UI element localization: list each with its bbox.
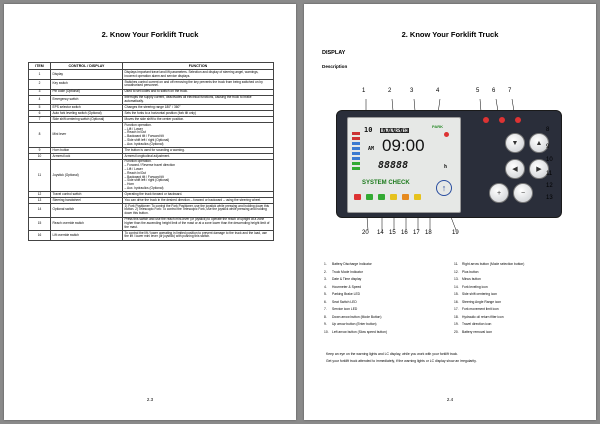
- item-number: 15: [29, 217, 51, 230]
- legend-item: [324, 292, 360, 296]
- table-row: [29, 159, 274, 191]
- parking-led-external: [515, 117, 521, 123]
- lcd-ampm: AM: [368, 146, 375, 152]
- battery-discharge-indicator: [352, 132, 360, 172]
- section-heading: DISPLAY: [322, 50, 346, 56]
- function-list: [125, 128, 272, 147]
- list-item: – Aux. hydraulics (Optional): [125, 187, 272, 191]
- function-cell: [123, 95, 274, 105]
- callout-number: 19: [452, 230, 459, 236]
- callout-number: 5: [476, 88, 480, 94]
- fork-movement-limit-icon: [402, 194, 409, 200]
- left-arrow-button[interactable]: [505, 159, 525, 179]
- item-number: 11: [29, 159, 51, 191]
- lcd-day: 10: [364, 126, 373, 134]
- legend-item: [454, 292, 497, 296]
- up-arrow-icon: ▲: [535, 139, 543, 147]
- item-number: 5: [29, 105, 51, 111]
- legend-item: [324, 300, 357, 304]
- function-text: 1) Fork Positioner: To control the Fork Positioner, use the joystick while pressing and holding down this button. 2) Telescopic Fork: To control the Telescopic Fork, use the joystick while pressing and holding down this button.: [124, 203, 270, 216]
- legend-text: Up arrow button (Enter button): [332, 322, 377, 326]
- function-cell: [123, 217, 274, 230]
- item-number: 6: [29, 111, 51, 117]
- legend-item: [324, 330, 387, 334]
- control-name: Key switch: [51, 79, 123, 89]
- legend-item: [324, 315, 381, 319]
- legend-text: Seat Switch LED: [332, 299, 357, 304]
- legend-text: Fork leveling icon: [462, 284, 488, 289]
- note-2: Get your forklift truck attended to immediately, if the warning lights or LC display show an irregularity.: [326, 359, 477, 363]
- legend-text: Truck Mode Indicator: [332, 269, 363, 274]
- legend-item: [324, 270, 363, 274]
- parking-brake-led: [444, 132, 449, 137]
- function-text: To control the lift / lower operating in limited position to prevent damage to the truck and the load, use the lift / lower mini lever (or joystick) with pushing this switch.: [124, 230, 267, 239]
- list-item: – Side shift left / right (Optional): [125, 179, 272, 183]
- list-item: – Backward tilt / Forward tilt: [125, 176, 272, 180]
- legend-item: [454, 330, 492, 334]
- page-title: 2. Know Your Forklift Truck: [401, 30, 499, 39]
- fork-leveling-icon: [366, 194, 373, 200]
- legend-number: 3.: [324, 277, 327, 281]
- control-name: Lift override switch: [51, 231, 123, 241]
- table-row: [29, 204, 274, 217]
- legend-text: Down arrow button (Mode Button): [332, 314, 382, 319]
- legend-item: [454, 270, 479, 274]
- left-arrow-icon: ◀: [512, 166, 518, 173]
- function-text: Changes the steering range 180° / 360°: [124, 104, 181, 109]
- legend-text: Parking Brake LED: [332, 292, 361, 296]
- legend-number: 17.: [454, 307, 459, 311]
- item-number: 2: [29, 79, 51, 89]
- control-name: Optional switch: [51, 204, 123, 217]
- park-label: PARK: [432, 124, 444, 129]
- control-name: Reach override switch: [51, 217, 123, 230]
- legend-number: 19.: [454, 322, 459, 326]
- steering-angle-range-icon: [390, 194, 397, 200]
- battery-removal-icon: [354, 194, 361, 200]
- legend-item: [454, 307, 499, 311]
- legend-number: 12.: [454, 269, 459, 274]
- item-number: 1: [29, 70, 51, 80]
- service-icon-led: [499, 117, 505, 123]
- legend-text: Battery Discharge Indicator: [332, 262, 372, 266]
- legend-item: [324, 262, 372, 266]
- down-arrow-icon: ▼: [511, 139, 519, 147]
- callout-number: 14: [377, 230, 384, 236]
- legend-item: [324, 277, 361, 281]
- control-name: Joystick (Optional): [51, 159, 123, 191]
- function-text: Function operation.: [124, 159, 152, 164]
- function-text: Press this switch and use the reach mini-lever (or joystick) to operate the reach of upright at a zone higher than the ascending height limit of the mast or at a zone lower than the descending height limit of the mast.: [124, 217, 270, 229]
- control-name: Emergency switch: [51, 95, 123, 105]
- control-name: Armrest lock: [51, 153, 123, 159]
- truck-mode-indicator: B/M/N/RS/EH: [381, 128, 408, 133]
- callout-number: 3: [410, 88, 414, 94]
- legend-item: [454, 262, 524, 266]
- callout-number: 12: [546, 183, 553, 189]
- control-name: Pin code (Optional): [51, 89, 123, 95]
- legend-text: Battery removal icon: [462, 329, 493, 334]
- callout-number: 15: [389, 230, 396, 236]
- legend-number: 16.: [454, 299, 459, 304]
- subsection-heading: Description: [322, 64, 348, 69]
- function-text: Moves the side shift to the center position.: [124, 116, 185, 121]
- minus-button[interactable]: [513, 183, 533, 203]
- callout-number: 20: [362, 230, 369, 236]
- legend-text: Plus button: [462, 269, 479, 274]
- item-number: 8: [29, 123, 51, 148]
- callout-number: 7: [508, 88, 512, 94]
- system-check-label: SYSTEM CHECK: [362, 180, 410, 186]
- legend-text: Date & Time display: [332, 277, 362, 281]
- page-title: 2. Know Your Forklift Truck: [101, 30, 199, 39]
- callout-number: 10: [546, 157, 553, 163]
- table-row: [29, 70, 274, 80]
- up-arrow-button[interactable]: [529, 133, 549, 153]
- callout-number: 9: [546, 144, 550, 150]
- callout-number: 18: [425, 230, 432, 236]
- control-name: Auto fork leveling switch (Optional): [51, 111, 123, 117]
- legend-text: Steering Angle Range icon: [462, 299, 502, 304]
- legend-text: Hydraulic oil return filter icon: [462, 314, 504, 319]
- control-name: Side shift centering switch (Optional): [51, 117, 123, 123]
- function-text: Armrest longitudinal adjustment.: [124, 153, 171, 158]
- callout-number: 6: [492, 88, 496, 94]
- function-text: Displays important travel and lift parameters. Selection and display of steering angel, warnings, incorrect operation alarm and service displays.: [124, 69, 259, 78]
- hourmeter-display: 88888: [378, 160, 409, 171]
- controls-table: [28, 62, 274, 241]
- legend-item: [324, 322, 377, 326]
- legend-number: 13.: [454, 277, 459, 281]
- legend-number: 6.: [324, 299, 327, 304]
- callout-number: 13: [546, 195, 553, 201]
- legend-number: 18.: [454, 314, 459, 319]
- control-name: Steering handwheel: [51, 198, 123, 204]
- function-cell: [123, 70, 274, 80]
- list-item: – Horn: [125, 183, 272, 187]
- plus-icon: +: [496, 189, 502, 197]
- legend-item: [324, 285, 361, 289]
- legend-item: [454, 300, 501, 304]
- function-list: [125, 164, 272, 190]
- list-item: – Forward / Reverse travel direction: [125, 164, 272, 168]
- control-name: Mini lever: [51, 123, 123, 148]
- list-item: – Reach In/Out: [125, 131, 272, 135]
- legend-text: Minus button: [462, 277, 481, 281]
- callout-number: 17: [413, 230, 420, 236]
- control-name: EPS selector switch: [51, 105, 123, 111]
- legend-text: Service icon LED: [332, 307, 358, 311]
- side-shift-centering-icon: [378, 194, 385, 200]
- control-name: Display: [51, 70, 123, 80]
- function-cell: [123, 123, 274, 148]
- item-number: 3: [29, 89, 51, 95]
- legend-item: [324, 307, 357, 311]
- legend-text: Hourmeter & Speed: [332, 284, 362, 289]
- list-item: – Aux. hydraulics (Optional): [125, 143, 272, 147]
- callout-number: 8: [546, 127, 550, 133]
- function-cell: [123, 159, 274, 191]
- column-header: ITEM: [29, 63, 51, 70]
- lcd-screen: [347, 117, 461, 213]
- table-header-row: [29, 63, 274, 70]
- legend-number: 9.: [324, 322, 327, 326]
- list-item: – Backward tilt / Forward tilt: [125, 135, 272, 139]
- table-row: [29, 123, 274, 148]
- column-header: FUNCTION: [123, 63, 274, 70]
- legend-text: Side shift centering icon: [462, 292, 498, 296]
- function-text: Interrupts the supply current, deactivates all electrical functions, causing the truck to brake automatically.: [124, 95, 252, 103]
- function-text: Operating the truck forward or backward.: [124, 191, 183, 196]
- callout-number: 16: [401, 230, 408, 236]
- right-page: [304, 4, 596, 420]
- list-item: – Reach In/Out: [125, 172, 272, 176]
- function-cell: [123, 204, 274, 217]
- item-number: 12: [29, 192, 51, 198]
- callout-number: 1: [362, 88, 366, 94]
- down-arrow-button[interactable]: [505, 133, 525, 153]
- callout-number: 4: [436, 88, 440, 94]
- item-number: 13: [29, 198, 51, 204]
- function-text: Switches control current on and off removing the key prevents the truck from being switched on by unauthorised personnel.: [124, 79, 263, 88]
- list-item: – Lift / Lower: [125, 128, 272, 132]
- legend-text: Left arrow button (Slow speed button): [332, 329, 387, 334]
- function-text: Function operation.: [124, 122, 152, 127]
- legend-number: 14.: [454, 284, 459, 289]
- item-number: 9: [29, 147, 51, 153]
- plus-button[interactable]: [489, 183, 509, 203]
- function-text: Sets the forks to a horizontal position (fork tilt only): [124, 110, 196, 115]
- item-number: 16: [29, 231, 51, 241]
- item-number: 14: [29, 204, 51, 217]
- legend-text: Right arrow button (Mode selection button): [462, 262, 525, 266]
- hourmeter-unit: h: [444, 164, 448, 170]
- legend-item: [454, 277, 481, 281]
- hydraulic-oil-filter-icon: [414, 194, 421, 200]
- legend-number: 15.: [454, 292, 459, 296]
- table-row: [29, 231, 274, 241]
- item-number: 10: [29, 153, 51, 159]
- legend-number: 7.: [324, 307, 327, 311]
- legend-number: 8.: [324, 314, 327, 319]
- control-name: Horn button: [51, 147, 123, 153]
- list-item: – Lift / Lower: [125, 168, 272, 172]
- table-row: [29, 95, 274, 105]
- legend-number: 5.: [324, 292, 327, 296]
- table-row: [29, 217, 274, 230]
- function-text: Used to set codes and to switch on the truck.: [124, 89, 188, 94]
- legend-item: [454, 285, 488, 289]
- item-number: 4: [29, 95, 51, 105]
- time-display: 09:00: [382, 136, 425, 155]
- legend-number: 10.: [324, 329, 329, 334]
- function-cell: [123, 231, 274, 241]
- minus-icon: −: [520, 189, 526, 197]
- legend-number: 4.: [324, 284, 327, 289]
- right-arrow-icon: ▶: [536, 166, 542, 173]
- note-1: Keep an eye on the warning lights and LC display, while you work with your forklift truck.: [326, 352, 459, 356]
- legend-number: 20.: [454, 329, 459, 334]
- page-number: 2.4: [446, 397, 454, 402]
- item-number: 7: [29, 117, 51, 123]
- function-cell: [123, 79, 274, 89]
- list-item: – Side shift left / right (Optional): [125, 139, 272, 143]
- legend-text: Fork movement limit icon: [462, 307, 499, 311]
- control-name: Travel control switch: [51, 192, 123, 198]
- callout-number: 2: [388, 88, 392, 94]
- table-row: [29, 79, 274, 89]
- table-body: [29, 70, 274, 241]
- seat-switch-led: [483, 117, 489, 123]
- legend-text: Travel direction icon: [462, 322, 492, 326]
- function-text: You can drive the truck in the desired direction – forward or backward – using the steering wheel.: [124, 197, 261, 202]
- legend-item: [454, 322, 491, 326]
- column-header: CONTROL / DISPLAY: [51, 63, 123, 70]
- legend-item: [454, 315, 504, 319]
- display-unit: [336, 110, 562, 218]
- left-page: [4, 4, 296, 420]
- callout-number: 11: [546, 171, 553, 177]
- legend-number: 1.: [324, 262, 327, 266]
- page-number: 2.3: [146, 397, 154, 402]
- legend-number: 2.: [324, 269, 327, 274]
- travel-direction-icon: ↑: [436, 180, 452, 196]
- legend-number: 11.: [454, 262, 459, 266]
- function-text: The button is used for sounding a warning.: [124, 147, 185, 152]
